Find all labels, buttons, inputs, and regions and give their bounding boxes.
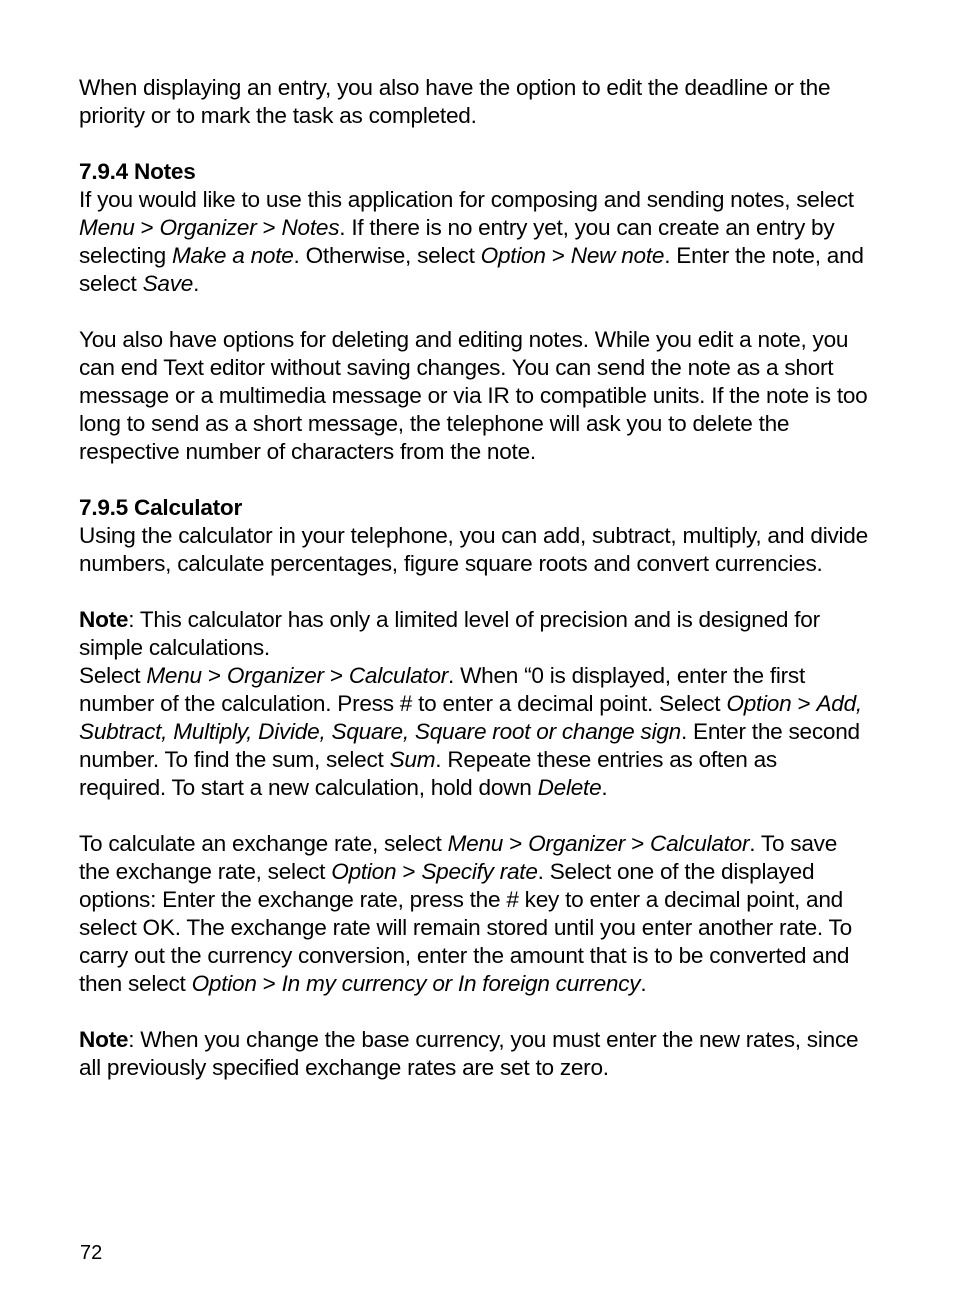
- calculator-paragraph-3: To calculate an exchange rate, select Menu > Organizer > Calculator. To save the exchange rate, select Option > Specify rate. Select one of the displayed options: Enter the exchange rate, press the # key to enter a decimal point, and select OK. The exchange rate will remain stored until you enter another rate. To carry out the currency conversion, enter the amount that is to be converted and then select Option > In my currency or In foreign currency.: [79, 831, 852, 996]
- note-label: Note: [79, 607, 129, 632]
- notes-paragraph-2: You also have options for deleting and editing notes. While you edit a note, you can end Text editor without saving changes. You can send the note as a short message or a multimedia message or via IR to compatible units. If the note is too long to send as a short message, the telephone will ask you to delete the respective number of characters from the note.: [79, 327, 868, 464]
- calculator-note-1: Note: This calculator has only a limited level of precision and is designed for simple calculations.: [79, 607, 820, 660]
- intro-paragraph: When displaying an entry, you also have the option to edit the deadline or the priority or to mark the task as completed.: [79, 75, 831, 128]
- calculator-paragraph-1: Using the calculator in your telephone, you can add, subtract, multiply, and divide numbers, calculate percentages, figure square roots and convert currencies.: [79, 523, 868, 576]
- page-body: [79, 74, 869, 1082]
- notes-heading: 7.9.4 Notes: [79, 159, 196, 184]
- page-number: 72: [80, 1242, 103, 1264]
- calculator-paragraph-2: Select Menu > Organizer > Calculator. When “0 is displayed, enter the first number of the calculation. Press # to enter a decimal point. Select Option > Add, Subtract, Multiply, Divide, Square, Square root or change sign. Enter the second number. To find the sum, select Sum. Repeate these entries as often as required. To start a new calculation, hold down Delete.: [79, 663, 862, 800]
- calculator-heading: 7.9.5 Calculator: [79, 495, 243, 520]
- calculator-note-2: Note: When you change the base currency, you must enter the new rates, since all previously specified exchange rates are set to zero.: [79, 1027, 859, 1080]
- notes-paragraph-1: If you would like to use this application for composing and sending notes, select Menu > Organizer > Notes. If there is no entry yet, you can create an entry by selecting Make a note. Otherwise, select Option > New note. Enter the note, and select Save.: [79, 187, 864, 296]
- note-label: Note: [79, 1027, 129, 1052]
